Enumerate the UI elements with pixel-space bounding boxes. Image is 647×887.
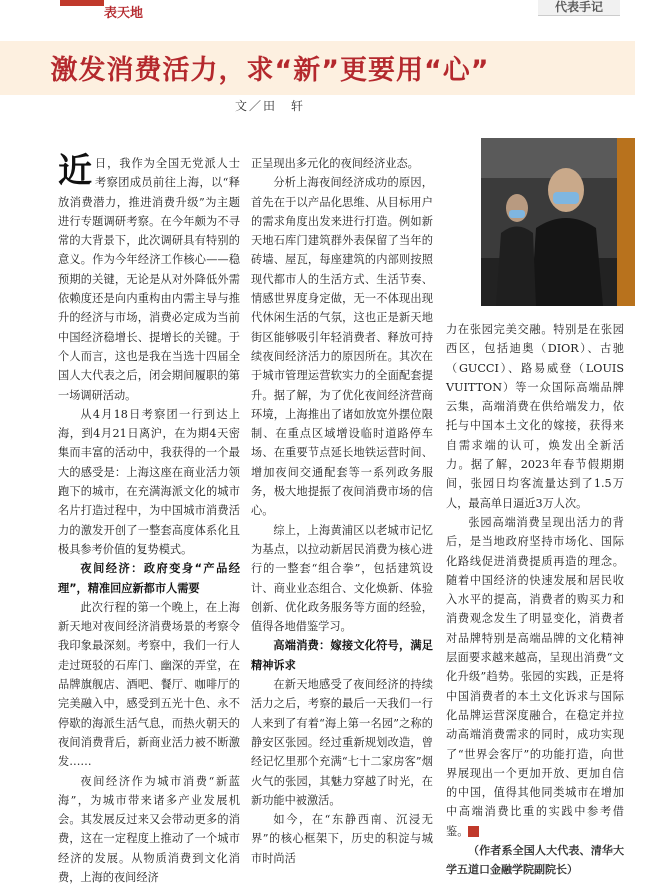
article-byline: 文／田 轩 <box>200 97 340 114</box>
paragraph: 夜间经济作为城市消费“新蓝海”，为城市带来诸多产业发展机会。其发展反过来又会带动更多的消费，这在一定程度上推动了一个城市经济的发展。从物质消费到文化消费，上海的夜间经济 <box>58 772 240 887</box>
paragraph: 此次行程的第一个晚上，在上海新天地对夜间经济消费场景的考察令我印象最深刻。考察中，我们一行人走过斑驳的石库门、幽深的弄堂，在品牌旗舰店、酒吧、餐厅、咖啡厅的完美融入中，感受到五光十色、永不停歇的海派生活气息，而热火朝天的夜间消费背后，新商业活力被不断激发…… <box>58 598 240 772</box>
paragraph <box>446 513 624 841</box>
paragraph: 力在张园完美交融。特别是在张园西区，包括迪奥（DIOR）、古驰（GUCCI）、路易威登（LOUIS VUITTON）等一众国际高端品牌云集，高端消费在供给端发力，依托与中国本土文化的嫁接，获得来自需求端的认可，焕发出全新活力。据了解，2023年春节假期期间，张园日均客流量达到了1.5万人，最高单日逼近3万人次。 <box>446 320 624 513</box>
article-photo <box>481 138 635 306</box>
subheading: 夜间经济：政府变身“产品经理”，精准回应新都市人需要 <box>58 559 240 598</box>
paragraph: 正呈现出多元化的夜间经济业态。 <box>251 154 433 173</box>
page-header <box>0 0 647 20</box>
paragraph: 在新天地感受了夜间经济的持续活力之后，考察的最后一天我们一行人来到了有着“海上第一名园”之称的静安区张园。经过重新规划改造，曾经记忆里那个充满“七十二家房客”烟火气的张园，其魅力穿越了时光，在新功能中被激活。 <box>251 675 433 810</box>
section-label-left: 表天地 <box>104 2 143 21</box>
paragraph-text: 日，我作为全国无党派人士考察团成员前往上海，以“释放消费潜力，推进消费升级”为主题进行专题调研考察。在今年颇为不寻常的大背景下，此次调研具有特别的意义。作为今年经济工作核心——稳预期的关键，无论是从对外降低外需依赖度还是向内重构由内需主导与推升的经济与市场，消费必定成为当前中国经济稳增长、提增长的关键。于个人而言，这也是我在当选十四届全国人大代表之后，闭会期间履职的第一场调研活动。 <box>58 157 240 402</box>
photo-accent-strip <box>617 138 635 306</box>
person-photo-icon <box>481 138 635 306</box>
author-note: （作者系全国人大代表、清华大学五道口金融学院副院长） <box>446 841 624 880</box>
article-column-1 <box>58 154 240 887</box>
paragraph: 如今，在“东静西南、沉浸无界”的核心框架下，历史的积淀与城市时尚活 <box>251 810 433 868</box>
section-tag-left <box>60 0 155 18</box>
end-mark-icon: 人 <box>468 826 479 837</box>
paragraph-text: 张园高端消费呈现出活力的背后，是当地政府坚持市场化、国际化路线促进消费提质再造的理念。随着中国经济的快速发展和居民收入水平的提高，消费者的购买力和消费观念发生了明显变化，消费者对品牌特别是高端品牌的文化精神层面要求越来越高，呈现出消费“文化升级”趋势。张园的实践，正是将中国消费者的本土文化诉求与国际化品牌运营深度融合，在稳定并拉动高端消费需求的同时，成功实现了“世界会客厅”的功能打造，向世界展现出一个更加开放、更加自信的中国，值得其他同类城市在增加中高端消费比重的实践中参考借鉴。 <box>446 516 624 838</box>
paragraph: 综上，上海黄浦区以老城市记忆为基点，以拉动新居民消费为核心进行的一整套“组合拳”，包括建筑设计、商业业态组合、文化焕新、体验创新、优化政务服务等方面的经验，值得各地借鉴学习。 <box>251 521 433 637</box>
subheading: 高端消费：嫁接文化符号，满足精神诉求 <box>251 636 433 675</box>
drop-cap: 近 <box>58 154 92 188</box>
section-label-right: 代表手记 <box>538 0 620 15</box>
article-column-3 <box>446 320 624 880</box>
paragraph <box>58 154 240 405</box>
article-title: 激发消费活力，求“新”更要用“心” <box>0 48 540 87</box>
section-color-block <box>60 0 104 6</box>
article-column-2 <box>251 154 433 868</box>
paragraph: 分析上海夜间经济成功的原因，首先在于以产品化思维、从目标用户的需求角度出发来进行打造。例如新天地石库门建筑群外表保留了当年的砖墙、屋瓦，每座建筑的内部则按照现代都市人的生活方式、生活节奏、情感世界度身定做，无一不体现出现代休闲生活的气氛，这也正是新天地街区能够吸引年轻消费者、释放可持续夜间经济活力的原因所在。其次在于城市管理运营软实力的全面配套提升。据了解，为了优化夜间经济营商环境，上海推出了诸如放宽外摆位限制、在重点区域增设临时道路停车场、在重要节点延长地铁运营时间、增加夜间交通配套等一系列政务服务，极大地提振了夜间消费市场的信心。 <box>251 173 433 520</box>
paragraph: 从4月18日考察团一行到达上海，到4月21日离沪，在为期4天密集而丰富的活动中，我获得的一个最大的感受是：上海这座在商业活力领跑下的城市，在充满海派文化的城市名片打造过程中，为中国城市消费活力的激发开创了一整套高度体系化且极具参考价值的复势模式。 <box>58 405 240 559</box>
section-tag-right <box>538 0 620 16</box>
